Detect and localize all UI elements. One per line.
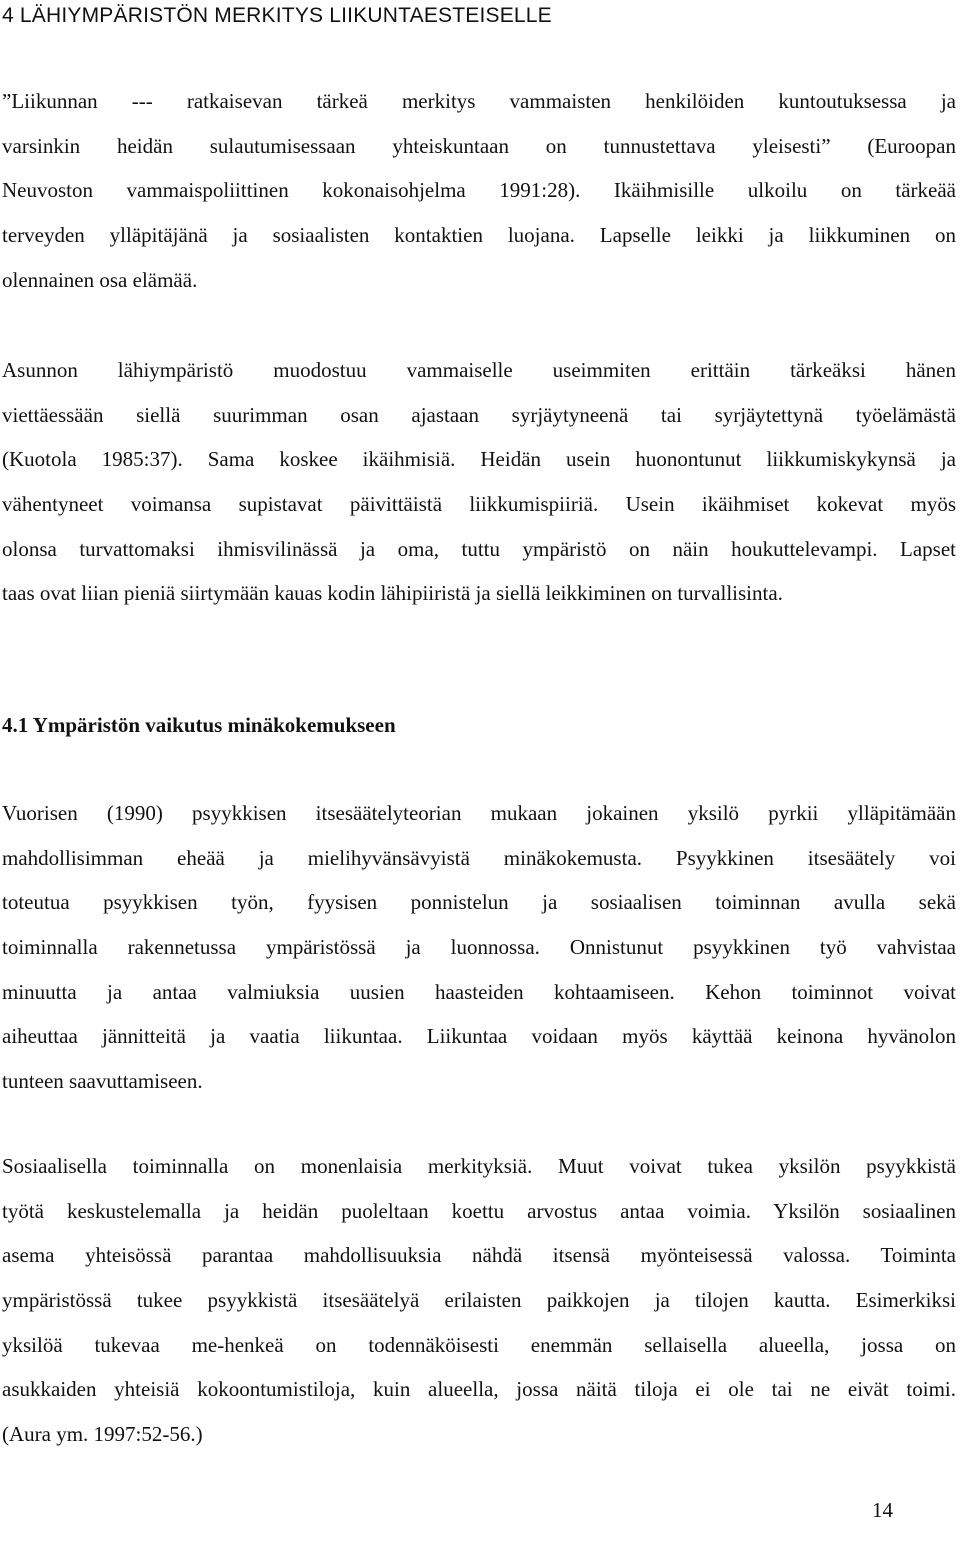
paragraph-line: yksilöä tukevaa me-henkeä on todennäköisesti enemmän sellaisella alueella, jossa on	[2, 1332, 956, 1357]
paragraph-line: minuutta ja antaa valmiuksia uusien haasteiden kohtaamiseen. Kehon toiminnot voivat	[2, 979, 956, 1004]
paragraph-line: aiheuttaa jännitteitä ja vaatia liikuntaa. Liikuntaa voidaan myös käyttää keinona hyvänolon	[2, 1024, 956, 1049]
paragraph-line: ”Liikunnan --- ratkaisevan tärkeä merkitys vammaisten henkilöiden kuntoutuksessa ja	[2, 89, 956, 113]
paragraph-line: olennainen osa elämää.	[2, 267, 198, 292]
paragraph-line: terveyden ylläpitäjänä ja sosiaalisten kontaktien luojana. Lapselle leikki ja liikkuminen on	[2, 223, 956, 248]
paragraph-line: toiminnalla rakennetussa ympäristössä ja luonnossa. Onnistunut psyykkinen työ vahvistaa	[2, 935, 956, 960]
paragraph-1	[2, 86, 956, 309]
page-number: 14	[872, 1498, 893, 1522]
paragraph-line: tunteen saavuttamiseen.	[2, 1069, 203, 1094]
paragraph-line: (Aura ym. 1997:52-56.)	[2, 1422, 203, 1447]
chapter-heading: 4 LÄHIYMPÄRISTÖN MERKITYS LIIKUNTAESTEISELLE	[2, 4, 552, 27]
section-heading: 4.1 Ympäristön vaikutus minäkokemukseen	[2, 713, 396, 737]
paragraph-3	[2, 798, 956, 1111]
paragraph-line: Neuvoston vammaispoliittinen kokonaisohjelma 1991:28). Ikäihmisille ulkoilu on tärkeää	[2, 178, 956, 203]
paragraph-line: asukkaiden yhteisiä kokoontumistiloja, kuin alueella, jossa näitä tiloja ei ole tai ne eivät toimi.	[2, 1377, 956, 1402]
paragraph-line: taas ovat liian pieniä siirtymään kauas kodin lähipiiristä ja siellä leikkiminen on turvallisinta.	[2, 581, 783, 606]
paragraph-line: asema yhteisössä parantaa mahdollisuuksia nähdä itsensä myönteisessä valossa. Toiminta	[2, 1243, 956, 1268]
paragraph-line: Vuorisen (1990) psyykkisen itsesäätelyteorian mukaan jokainen yksilö pyrkii ylläpitämään	[2, 801, 956, 825]
paragraph-2	[2, 355, 956, 623]
paragraph-line: varsinkin heidän sulautumisessaan yhteiskuntaan on tunnustettava yleisesti” (Euroopan	[2, 133, 956, 158]
paragraph-line: viettäessään siellä suurimman osan ajastaan syrjäytyneenä tai syrjäytettynä työelämästä	[2, 402, 956, 427]
paragraph-line: toteutua psyykkisen työn, fyysisen ponnistelun ja sosiaalisen toiminnan avulla sekä	[2, 890, 956, 915]
paragraph-line: työtä keskustelemalla ja heidän puoleltaan koettu arvostus antaa voimia. Yksilön sosiaalinen	[2, 1198, 956, 1223]
paragraph-line: Asunnon lähiympäristö muodostuu vammaiselle useimmiten erittäin tärkeäksi hänen	[2, 358, 956, 382]
paragraph-line: mahdollisimman eheää ja mielihyvänsävyistä minäkokemusta. Psyykkinen itsesäätely voi	[2, 845, 956, 870]
paragraph-4	[2, 1151, 956, 1464]
paragraph-line: vähentyneet voimansa supistavat päivittäistä liikkumispiiriä. Usein ikäihmiset kokevat myös	[2, 492, 956, 517]
paragraph-line: ympäristössä tukee psyykkistä itsesäätelyä erilaisten paikkojen ja tilojen kautta. Esimerkiksi	[2, 1288, 956, 1313]
paragraph-line: Sosiaalisella toiminnalla on monenlaisia merkityksiä. Muut voivat tukea yksilön psyykkistä	[2, 1154, 956, 1178]
paragraph-line: olonsa turvattomaksi ihmisvilinässä ja oma, tuttu ympäristö on näin houkuttelevampi. Lapset	[2, 536, 956, 561]
paragraph-line: (Kuotola 1985:37). Sama koskee ikäihmisiä. Heidän usein huonontunut liikkumiskykynsä ja	[2, 447, 956, 472]
